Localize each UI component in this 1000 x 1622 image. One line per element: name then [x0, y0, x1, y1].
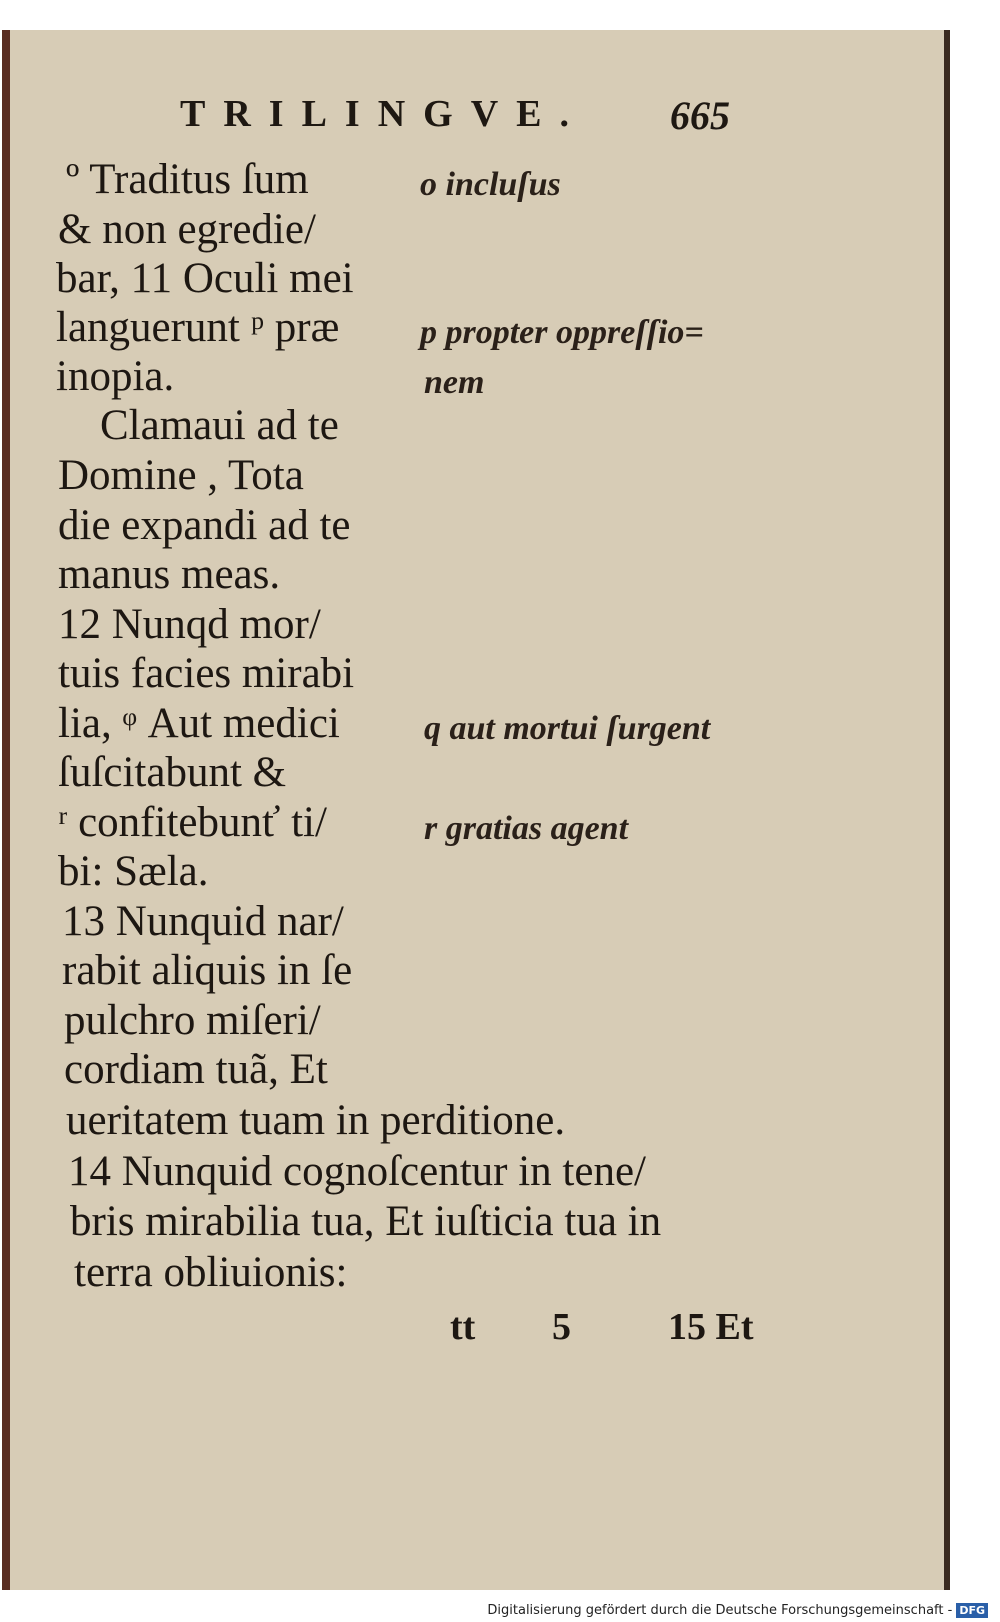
text-line: pulchro miſeri/: [64, 997, 321, 1044]
marginal-gloss: p propter oppreſſio=: [420, 314, 704, 351]
marginal-gloss: nem: [424, 364, 485, 401]
text-line: bris mirabilia tua, Et iuſticia tua in: [70, 1198, 662, 1245]
page-header: [170, 92, 770, 142]
text-line: manus meas.: [58, 551, 281, 598]
text-line: tuis facies mirabi: [58, 650, 355, 697]
text-line: 13 Nunquid nar/: [62, 898, 344, 945]
marginal-gloss: o incluſus: [420, 166, 561, 203]
text-line: bi: Sæla.: [58, 848, 209, 895]
text-line: cordiam tuã, Et: [64, 1046, 328, 1093]
signature-number: 5: [552, 1306, 571, 1348]
page-number: 665: [670, 93, 730, 138]
text-line: lia, ᵠ Aut medici: [58, 700, 340, 747]
text-line: inopia.: [56, 353, 175, 400]
signature-mark: tt: [450, 1306, 476, 1348]
digitization-credit: [487, 1603, 988, 1618]
text-line: Clamaui ad te: [100, 402, 339, 449]
marginal-gloss: r gratias agent: [424, 810, 629, 847]
marginal-gloss: q aut mortui ſurgent: [424, 710, 711, 747]
credit-text: Digitalisierung gefördert durch die Deutsche Forschungsgemeinschaft -: [487, 1603, 953, 1618]
text-line: ʳ confitebunť ti/: [58, 799, 327, 846]
text-line: languerunt ᵖ præ: [56, 304, 340, 351]
running-title: TRILINGVE.: [180, 93, 587, 135]
text-line: rabit aliquis in ſe: [62, 947, 353, 994]
text-line: ſuſcitabunt &: [58, 749, 287, 796]
text-line: & non egredie/: [58, 206, 316, 253]
text-line: Domine , Tota: [58, 452, 304, 499]
catchword: 15 Et: [668, 1306, 754, 1348]
text-line: ueritatem tuam in perditione.: [66, 1097, 566, 1144]
text-line: bar, 11 Oculi mei: [56, 255, 354, 302]
dfg-logo: DFG: [956, 1603, 988, 1618]
text-line: die expandi ad te: [58, 502, 351, 549]
text-line: º Traditus ſum: [66, 156, 309, 203]
text-line: 12 Nunqd mor/: [58, 601, 321, 648]
text-line: 14 Nunquid cognoſcentur in tene/: [68, 1148, 646, 1195]
text-line: terra obliuionis:: [74, 1249, 348, 1296]
